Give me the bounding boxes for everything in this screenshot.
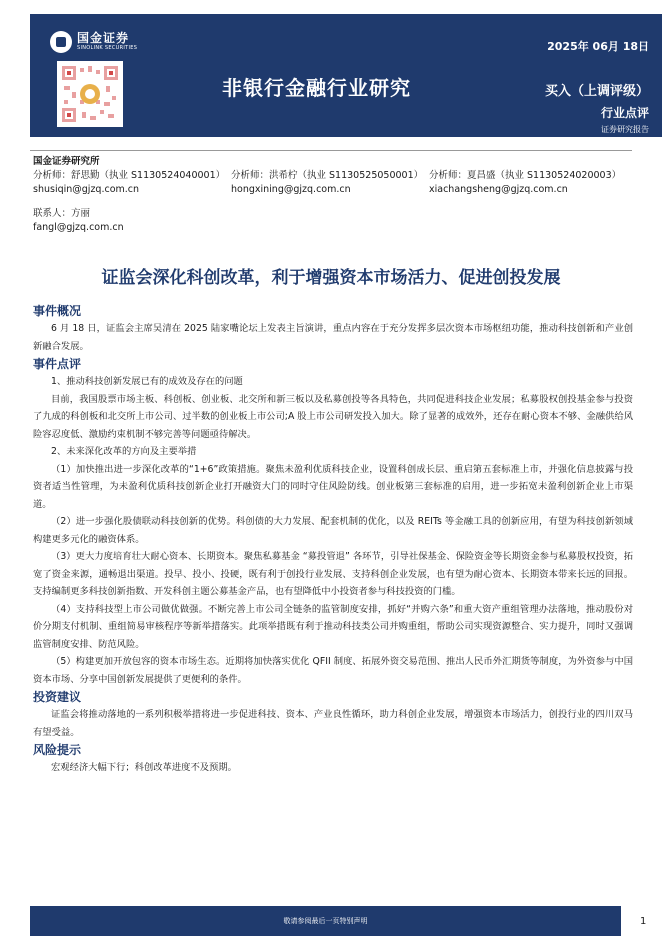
contact-name: 联系人：方丽 bbox=[33, 208, 91, 219]
logo-icon bbox=[50, 31, 72, 53]
rating-badge: 买入（上调评级） bbox=[544, 84, 649, 99]
analyst-emails-row bbox=[33, 183, 627, 197]
paragraph: 1、推动科技创新发展已有的成效及存在的问题 bbox=[51, 376, 243, 387]
contact-email[interactable]: fangl@gjzq.com.cn bbox=[33, 222, 124, 233]
section-title-risk: 风险提示 bbox=[33, 743, 82, 757]
report-body bbox=[33, 302, 633, 777]
analyst-names-row bbox=[33, 169, 627, 183]
analyst-email[interactable]: xiachangsheng@gjzq.com.cn bbox=[429, 184, 568, 195]
report-title: 非银行金融行业研究 bbox=[222, 76, 411, 100]
paragraph: （3）更大力度培育壮大耐心资本、长期资本。聚焦私募基金 “募投管退” 各环节，引导社保基金、保险资金等长期资金参与私募股权投资，拓宽了资金来源，通畅退出渠道。投早、投小、投硬，既有利于创投行业发展、支持科创企业发展，也有望为耐心资本、长期资本带来长远的回报。支持编制更多科技创新指数、开发科创主题公募基金产品，也有望降低中小投资者参与科技投资的门槛。 bbox=[33, 551, 633, 597]
logo-english-name: SINOLINK SECURITIES bbox=[77, 45, 138, 51]
author-block bbox=[33, 155, 627, 235]
headline: 证监会深化科创改革，利于增强资本市场活力、促进创投发展 bbox=[101, 268, 561, 288]
logo-name: 国金证券 bbox=[77, 31, 130, 45]
paragraph: （4）支持科技型上市公司做优做强。不断完善上市公司全链条的监管制度安排，抓好“并购六条”和重大资产重组管理办法落地，推动股份对价分期支付机制、重组简易审核程序等新举措落实。此项举措既有利于推动科技类公司并购重组，帮助公司实现资源整合、实力提升，同时又强调监管制度安排、防范风险。 bbox=[33, 603, 633, 650]
section-title-invest: 投资建议 bbox=[33, 690, 82, 704]
paragraph: （2）进一步强化股债联动科技创新的优势。科创债的大力发展、配套机制的优化，以及 REITs 等金融工具的创新应用，有望为科技创新领域构建更多元化的融资体系。 bbox=[33, 516, 633, 545]
paragraph: 6 月 18 日，证监会主席吴清在 2025 陆家嘴论坛上发表主旨演讲，重点内容在于充分发挥多层次资本市场枢纽功能，推动科技创新和产业创新融合发展。 bbox=[33, 323, 633, 352]
report-subtitle: 证券研究报告 bbox=[601, 125, 649, 134]
analyst-name: 分析师：洪希柠（执业 S1130525050001） bbox=[231, 170, 424, 181]
brand-logo bbox=[50, 31, 137, 53]
paragraph: 目前，我国股票市场主板、科创板、创业板、北交所和新三板以及私募创投等各具特色，共同促进科技企业发展；私募股权创投基金参与投资了九成的科创板和北交所上市公司、过半数的创业板上市公司;A 股上市公司研发投入加大。除了显著的成效外，还存在耐心资本不够、金融供给风险容忍度低、激励约束机制不够完善等问题亟待解决。 bbox=[33, 393, 633, 440]
report-type: 行业点评 bbox=[600, 106, 649, 120]
analyst-email[interactable]: shusiqin@gjzq.com.cn bbox=[33, 184, 140, 195]
paragraph: 宏观经济大幅下行；科创改革进度不及预期。 bbox=[51, 762, 237, 773]
section-title-comment: 事件点评 bbox=[33, 357, 82, 371]
analyst-name: 分析师：夏昌盛（执业 S1130524020003） bbox=[429, 170, 622, 181]
report-date: 2025年 06月 18日 bbox=[547, 40, 649, 53]
qr-code-icon bbox=[57, 61, 123, 127]
divider bbox=[30, 150, 632, 151]
paragraph: （5）构建更加开放包容的资本市场生态。近期将加快落实优化 QFII 制度、拓展外资交易范围、推出人民币外汇期货等制度，为外资参与中国资本市场、分享中国创新发展提供了更便利的条件。 bbox=[33, 656, 633, 685]
research-org: 国金证券研究所 bbox=[33, 156, 100, 167]
paragraph: 证监会将推动落地的一系列积极举措将进一步促进科技、资本、产业良性循环，助力科创企业发展，增强资本市场活力，创投行业的四川双马有望受益。 bbox=[33, 709, 633, 738]
page-number: 1 bbox=[640, 916, 647, 927]
paragraph: 2、未来深化改革的方向及主要举措 bbox=[51, 446, 197, 457]
paragraph: （1）加快推出进一步深化改革的“1+6”政策措施。聚焦未盈利优质科技企业，设置科创成长层、重启第五套标准上市，并强化信息披露与投资者适当性管理，为未盈利优质科技创新企业打开融资大门的同时守住风险防线。创业板第三套标准的启用，进一步拓宽未盈利创新企业上市渠道。 bbox=[33, 463, 633, 510]
analyst-name: 分析师：舒思勤（执业 S1130524040001） bbox=[33, 170, 226, 181]
section-title-event: 事件概况 bbox=[33, 304, 82, 318]
footer-disclaimer: 敬请参阅最后一页特别声明 bbox=[30, 906, 621, 936]
analyst-email[interactable]: hongxining@gjzq.com.cn bbox=[231, 184, 351, 195]
